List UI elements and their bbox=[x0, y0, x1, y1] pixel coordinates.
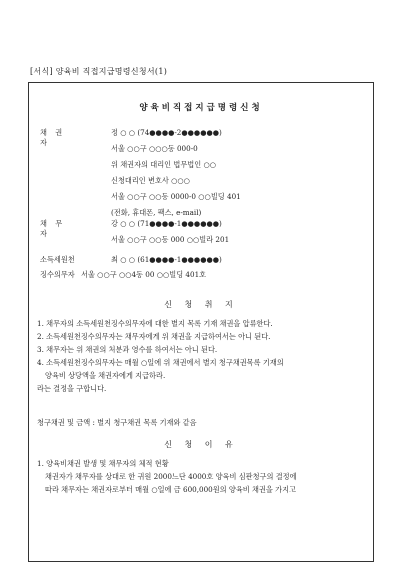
reason-item: 1. 양육비채권 발생 및 채무자의 체적 현황 bbox=[37, 459, 169, 468]
reason-item-continued: 따라 채무자는 채권자로부터 매월 ○일에 금 600,000원의 양육비 채권을 가지고 bbox=[45, 485, 296, 494]
purpose-closing: 라는 결정을 구합니다. bbox=[37, 384, 107, 393]
creditor-line: (전화, 휴대폰, 팩스, e-mail) bbox=[111, 208, 202, 217]
withholder-label: 징수의무자 bbox=[40, 270, 75, 279]
purpose-item-continued: 양육비 상당액을 채권자에게 지급하라. bbox=[45, 371, 166, 380]
creditor-line: 신청대리인 변호사 ○○○ bbox=[111, 176, 190, 185]
debtor-line: 서울 ○○구 ○○동 000 ○○빌라 201 bbox=[111, 235, 230, 244]
creditor-line: 서울 ○○구 ○○동 0000-0 ○○빌딩 401 bbox=[111, 192, 241, 201]
debtor-label: 채 무 자 bbox=[40, 219, 66, 238]
creditor-line: 정 ○ ○ (74●●●●-2●●●●●●) bbox=[111, 128, 222, 137]
creditor-label: 채 권 자 bbox=[40, 128, 66, 147]
creditor-line: 서울 ○○구 ○○○동 000-0 bbox=[111, 144, 198, 153]
withholder-line: 서울 ○○구 ○○4동 00 ○○빌딩 401호 bbox=[81, 270, 207, 279]
purpose-item: 3. 채무자는 위 채권의 처분과 영수를 하여서는 아니 된다. bbox=[37, 345, 218, 354]
purpose-list bbox=[37, 317, 365, 395]
reason-item-continued: 채권자가 채무자를 상대로 한 귀원 2000느단 4000호 양육비 심판청구의 결정에 bbox=[45, 472, 297, 481]
purpose-item: 4. 소득세원천징수의무자는 매월 ○일에 위 채권에서 별지 청구채권목록 기재의 bbox=[37, 358, 284, 367]
claim-text: 청구채권 및 금액 : 별지 청구채권 목록 기재와 같음 bbox=[37, 418, 197, 427]
form-caption: [서식] 양육비 직접지급명령신청서(1) bbox=[30, 67, 168, 76]
claim-line bbox=[37, 416, 365, 429]
application-form bbox=[28, 82, 374, 562]
purpose-heading: 신 청 취 지 bbox=[164, 300, 238, 309]
income-payer-label: 소득세원천 bbox=[40, 255, 75, 264]
purpose-item: 1. 채무자의 소득세원천징수의무자에 대한 별지 목록 기재 채권을 압류한다. bbox=[37, 319, 273, 328]
debtor-line: 강 ○ ○ (71●●●●-1●●●●●●) bbox=[111, 219, 222, 228]
reason-list bbox=[37, 457, 365, 496]
document-title: 양육비직접지급명령신청 bbox=[139, 103, 263, 113]
income-payer-line: 최 ○ ○ (61●●●●-1●●●●●●) bbox=[111, 255, 222, 264]
purpose-item: 2. 소득세원천징수의무자는 채무자에게 위 채권을 지급하여서는 아니 된다. bbox=[37, 332, 271, 341]
creditor-line: 위 채권자의 대리인 법무법인 ○○ bbox=[111, 160, 217, 169]
reason-heading: 신 청 이 유 bbox=[164, 440, 238, 449]
